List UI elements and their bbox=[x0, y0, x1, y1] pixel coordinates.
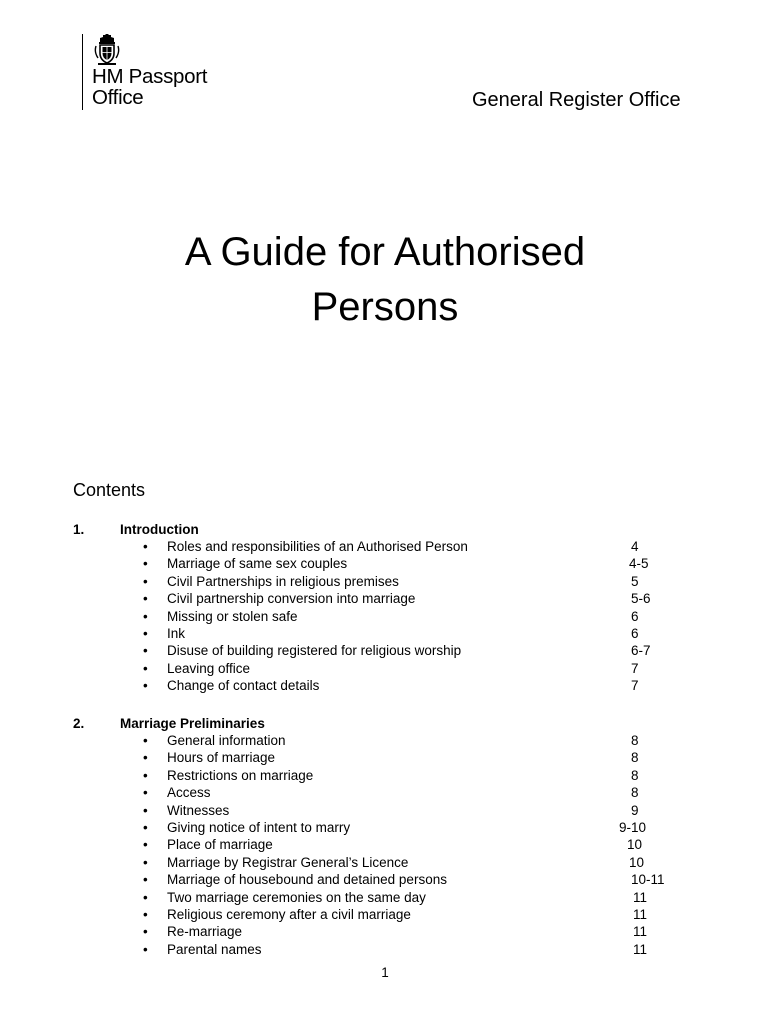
bullet-icon: • bbox=[143, 837, 148, 853]
contents-entry-page: 7 bbox=[631, 678, 639, 694]
section-heading bbox=[73, 716, 733, 733]
bullet-icon: • bbox=[143, 802, 148, 818]
contents-entry-title: Disuse of building registered for religious worship bbox=[167, 643, 462, 659]
contents-entry-title: Roles and responsibilities of an Authorised Person bbox=[167, 539, 468, 554]
contents-entry-page: 6-7 bbox=[631, 643, 651, 659]
contents-entry bbox=[73, 855, 733, 872]
bullet-icon: • bbox=[143, 941, 148, 957]
contents-entry bbox=[73, 661, 733, 678]
contents-entry-page: 11 bbox=[633, 941, 648, 957]
contents-entry-page: 5 bbox=[631, 573, 639, 589]
contents-entry bbox=[73, 574, 733, 591]
contents-entry-title: Marriage by Registrar General’s Licence bbox=[167, 854, 409, 870]
bullet-icon: • bbox=[143, 906, 148, 922]
contents-entry-title: Two marriage ceremonies on the same day bbox=[167, 889, 426, 905]
contents-entry-page: 4-5 bbox=[629, 556, 649, 572]
bullet-icon: • bbox=[143, 750, 148, 766]
contents-entry bbox=[73, 924, 733, 941]
contents-entry bbox=[73, 626, 733, 643]
contents-entry-page: 8 bbox=[631, 767, 639, 783]
contents-entry-title: Change of contact details bbox=[167, 678, 320, 694]
section-heading bbox=[73, 522, 733, 539]
bullet-icon: • bbox=[143, 872, 148, 888]
contents-entry-page: 5-6 bbox=[631, 591, 651, 607]
contents-entry bbox=[73, 803, 733, 820]
bullet-icon: • bbox=[143, 573, 148, 589]
contents-entry bbox=[73, 942, 733, 959]
bullet-icon: • bbox=[143, 819, 148, 835]
contents-entry-page: 11 bbox=[633, 889, 648, 905]
section-title: Marriage Preliminaries bbox=[120, 716, 265, 731]
contents-entry-title: Civil Partnerships in religious premises bbox=[167, 573, 399, 589]
contents-entry-page: 10 bbox=[627, 837, 643, 853]
contents-entry-page: 7 bbox=[631, 660, 639, 676]
contents-entry-title: Access bbox=[167, 785, 211, 801]
section-number: 2. bbox=[73, 716, 85, 731]
contents-entry-title: Civil partnership conversion into marriage bbox=[167, 591, 416, 607]
contents-entry-title: Re-marriage bbox=[167, 924, 243, 940]
contents-entry-title: Restrictions on marriage bbox=[167, 767, 314, 783]
contents-entry-title: Marriage of same sex couples bbox=[167, 556, 348, 572]
bullet-icon: • bbox=[143, 539, 148, 554]
contents-entry bbox=[73, 750, 733, 767]
contents-entry-page: 10 bbox=[629, 854, 645, 870]
section-title: Introduction bbox=[120, 522, 199, 537]
bullet-icon: • bbox=[143, 854, 148, 870]
contents-entry bbox=[73, 907, 733, 924]
contents-entry-page: 10-11 bbox=[631, 872, 665, 888]
bullet-icon: • bbox=[143, 660, 148, 676]
contents-entry-title: Marriage of housebound and detained persons bbox=[167, 872, 447, 888]
contents-entry-page: 6 bbox=[631, 625, 639, 641]
contents-entry bbox=[73, 539, 733, 556]
contents-entry bbox=[73, 890, 733, 907]
contents-entry-page: 8 bbox=[631, 785, 639, 801]
bullet-icon: • bbox=[143, 767, 148, 783]
contents-entry bbox=[73, 556, 733, 573]
contents-entry-title: Hours of marriage bbox=[167, 750, 276, 766]
contents-entry bbox=[73, 643, 733, 660]
contents-section-introduction bbox=[73, 522, 733, 696]
bullet-icon: • bbox=[143, 924, 148, 940]
contents-entry-page: 6 bbox=[631, 608, 639, 624]
document-title bbox=[0, 225, 770, 335]
contents-section-marriage-preliminaries bbox=[73, 716, 733, 959]
contents-entry-title: Witnesses bbox=[167, 802, 230, 818]
bullet-icon: • bbox=[143, 608, 148, 624]
contents-entry bbox=[73, 768, 733, 785]
contents-entry-title: Missing or stolen safe bbox=[167, 608, 298, 624]
contents-entry bbox=[73, 609, 733, 626]
bullet-icon: • bbox=[143, 678, 148, 694]
contents-entry-title: Place of marriage bbox=[167, 837, 273, 853]
contents-entry bbox=[73, 872, 733, 889]
page-number: 1 bbox=[381, 965, 389, 980]
contents-entry bbox=[73, 591, 733, 608]
contents-entry bbox=[73, 837, 733, 854]
bullet-icon: • bbox=[143, 591, 148, 607]
bullet-icon: • bbox=[143, 889, 148, 905]
logo-text-line-1: HM Passport bbox=[92, 65, 208, 88]
contents-entry-title: Ink bbox=[167, 625, 186, 641]
contents-entry-title: Giving notice of intent to marry bbox=[167, 819, 351, 835]
document-title-line-1: A Guide for Authorised bbox=[184, 230, 586, 274]
document-title-line-2: Persons bbox=[311, 285, 459, 329]
section-number: 1. bbox=[73, 522, 85, 537]
contents-entry-page: 4 bbox=[631, 539, 639, 554]
royal-crest-icon bbox=[94, 34, 120, 66]
contents-entry-page: 8 bbox=[631, 733, 639, 748]
bullet-icon: • bbox=[143, 643, 148, 659]
contents-entry-page: 11 bbox=[633, 924, 648, 940]
contents-entry bbox=[73, 678, 733, 695]
contents-entry-page: 11 bbox=[633, 906, 648, 922]
contents-entry-title: Leaving office bbox=[167, 660, 251, 676]
contents-entry-page: 9-10 bbox=[619, 819, 647, 835]
bullet-icon: • bbox=[143, 556, 148, 572]
logo-text-line-2: Office bbox=[92, 86, 144, 109]
contents-entry bbox=[73, 820, 733, 837]
contents-heading: Contents bbox=[73, 480, 146, 500]
contents-entry bbox=[73, 785, 733, 802]
contents-entry-page: 8 bbox=[631, 750, 639, 766]
bullet-icon: • bbox=[143, 733, 148, 748]
bullet-icon: • bbox=[143, 625, 148, 641]
contents-entry-title: Religious ceremony after a civil marriage bbox=[167, 906, 411, 922]
contents-entry-page: 9 bbox=[631, 802, 639, 818]
contents-entry-title: Parental names bbox=[167, 941, 262, 957]
bullet-icon: • bbox=[143, 785, 148, 801]
contents-entry-title: General information bbox=[167, 733, 286, 748]
hm-passport-office-logo bbox=[82, 34, 207, 110]
contents-entry bbox=[73, 733, 733, 750]
general-register-office-heading: General Register Office bbox=[472, 89, 681, 111]
